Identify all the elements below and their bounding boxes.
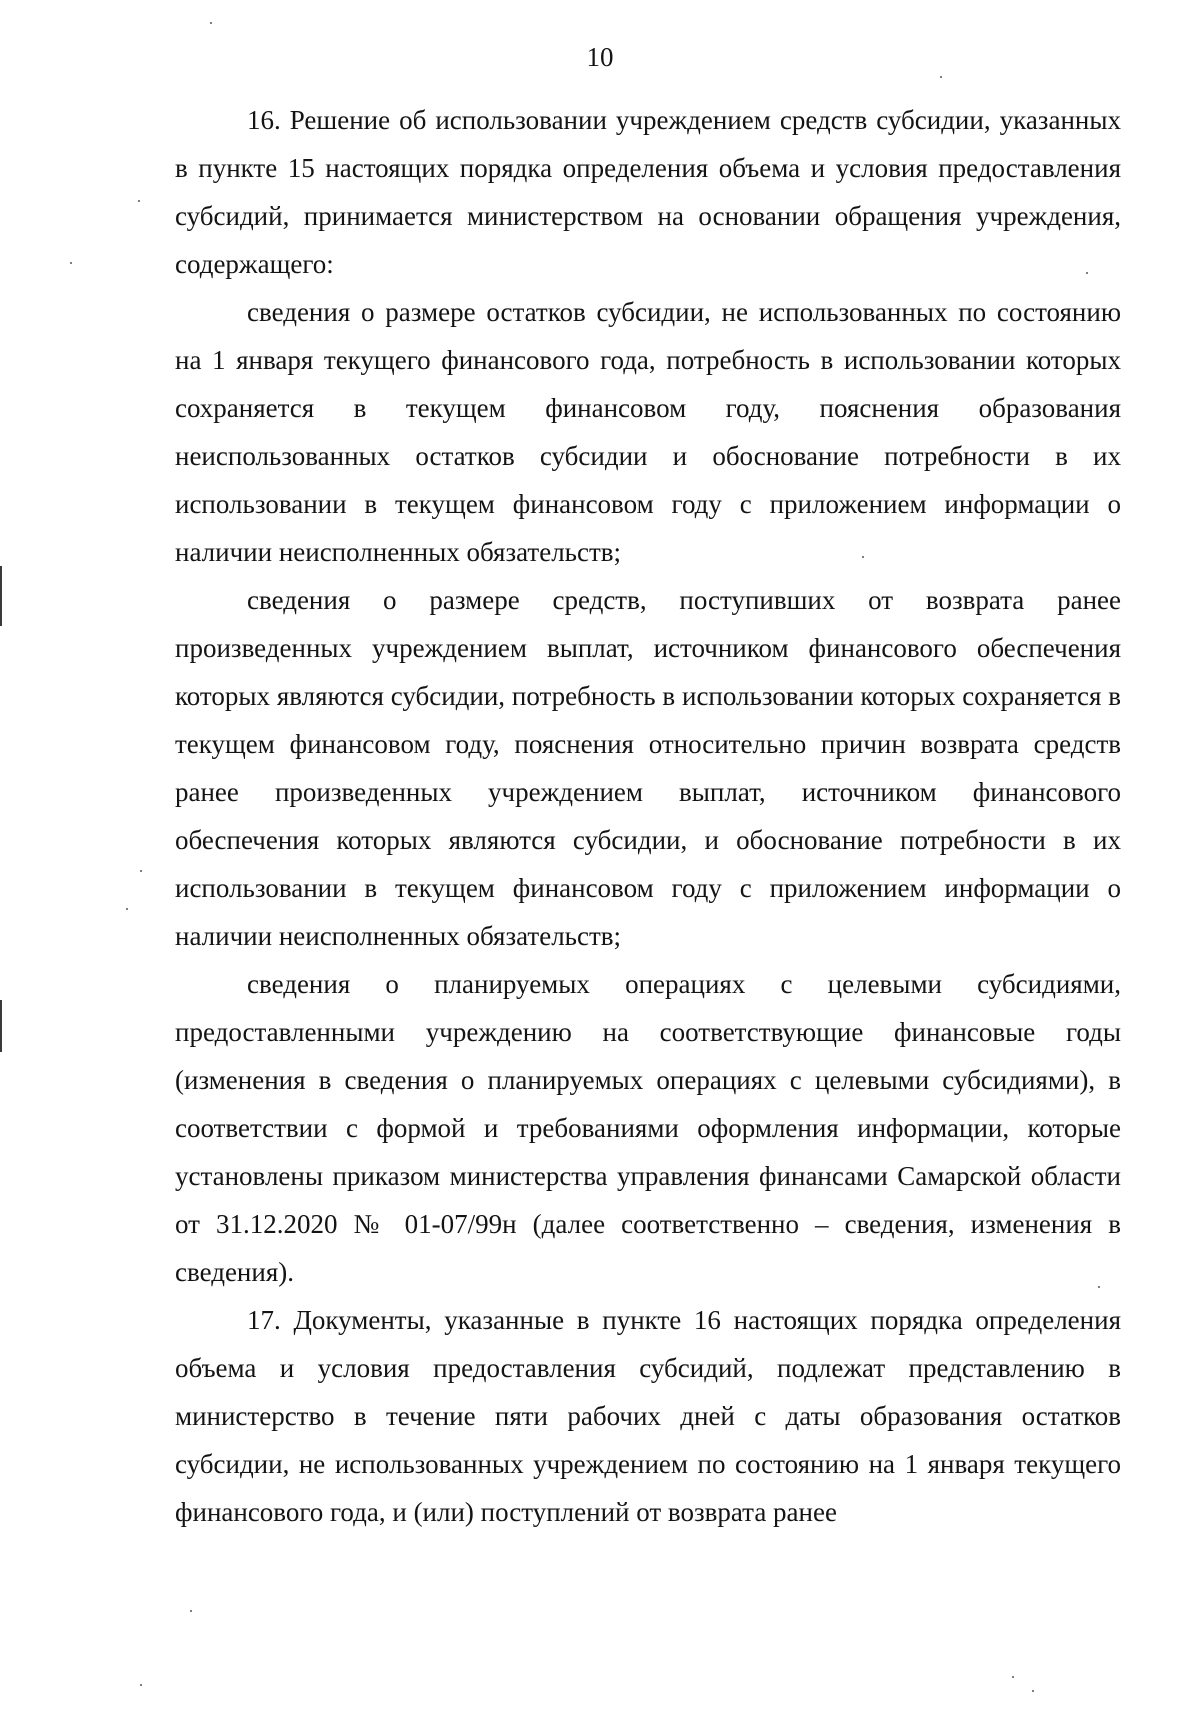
scan-speck bbox=[138, 200, 140, 202]
scan-speck bbox=[1086, 272, 1088, 274]
scan-speck bbox=[190, 1610, 192, 1612]
page-number: 10 bbox=[586, 42, 614, 72]
scan-speck bbox=[210, 22, 212, 24]
scan-speck bbox=[1012, 1676, 1014, 1678]
scan-speck bbox=[70, 262, 72, 264]
scan-speck bbox=[1098, 1286, 1100, 1288]
scan-edge-mark bbox=[0, 566, 2, 626]
scan-edge-mark bbox=[0, 1000, 2, 1052]
paragraph-refund-info: сведения о размере средств, поступивших от возврата ранее произведенных учреждением выплат, источником финансового обеспечения которых являются субсидии, потребность в использовании которых сохраняется в текущем финансовом году, пояснения относительно причин возврата средств ранее произведенных учреждением выплат, источником финансового обеспечения которых являются субсидии, и обоснование потребности в их использовании в текущем финансовом году с приложением информации о наличии неисполненных обязательств; bbox=[175, 585, 1121, 951]
scan-speck bbox=[126, 908, 128, 910]
scan-speck bbox=[940, 76, 942, 78]
scan-speck bbox=[140, 1684, 142, 1686]
document-body bbox=[175, 96, 1121, 1536]
paragraph-remaining-balance-info: сведения о размере остатков субсидии, не использованных по состоянию на 1 января текущего финансового года, потребность в использовании которых сохраняется в текущем финансовом году, пояснения образования неиспользованных остатков субсидии и обоснование потребности в их использовании в текущем финансовом году с приложением информации о наличии неисполненных обязательств; bbox=[175, 297, 1121, 567]
scan-speck bbox=[1032, 1690, 1034, 1692]
scan-speck bbox=[140, 870, 142, 872]
paragraph-planned-operations-info: сведения о планируемых операциях с целевыми субсидиями, предоставленными учреждению на соответствующие финансовые годы (изменения в сведения о планируемых операциях с целевыми субсидиями), в соответствии с формой и требованиями оформления информации, которые установлены приказом министерства управления финансами Самарской области от 31.12.2020 № 01-07/99н (далее соответственно – сведения, изменения в сведения). bbox=[175, 969, 1121, 1287]
scan-speck bbox=[862, 556, 864, 558]
paragraph-16: 16. Решение об использовании учреждением средств субсидии, указанных в пункте 15 настоящих порядка определения объема и условия предоставления субсидий, принимается министерством на основании обращения учреждения, содержащего: bbox=[175, 105, 1121, 279]
paragraph-17: 17. Документы, указанные в пункте 16 настоящих порядка определения объема и условия предоставления субсидий, подлежат представлению в министерство в течение пяти рабочих дней с даты образования остатков субсидии, не использованных учреждением по состоянию на 1 января текущего финансового года, и (или) поступлений от возврата ранее bbox=[175, 1305, 1121, 1527]
